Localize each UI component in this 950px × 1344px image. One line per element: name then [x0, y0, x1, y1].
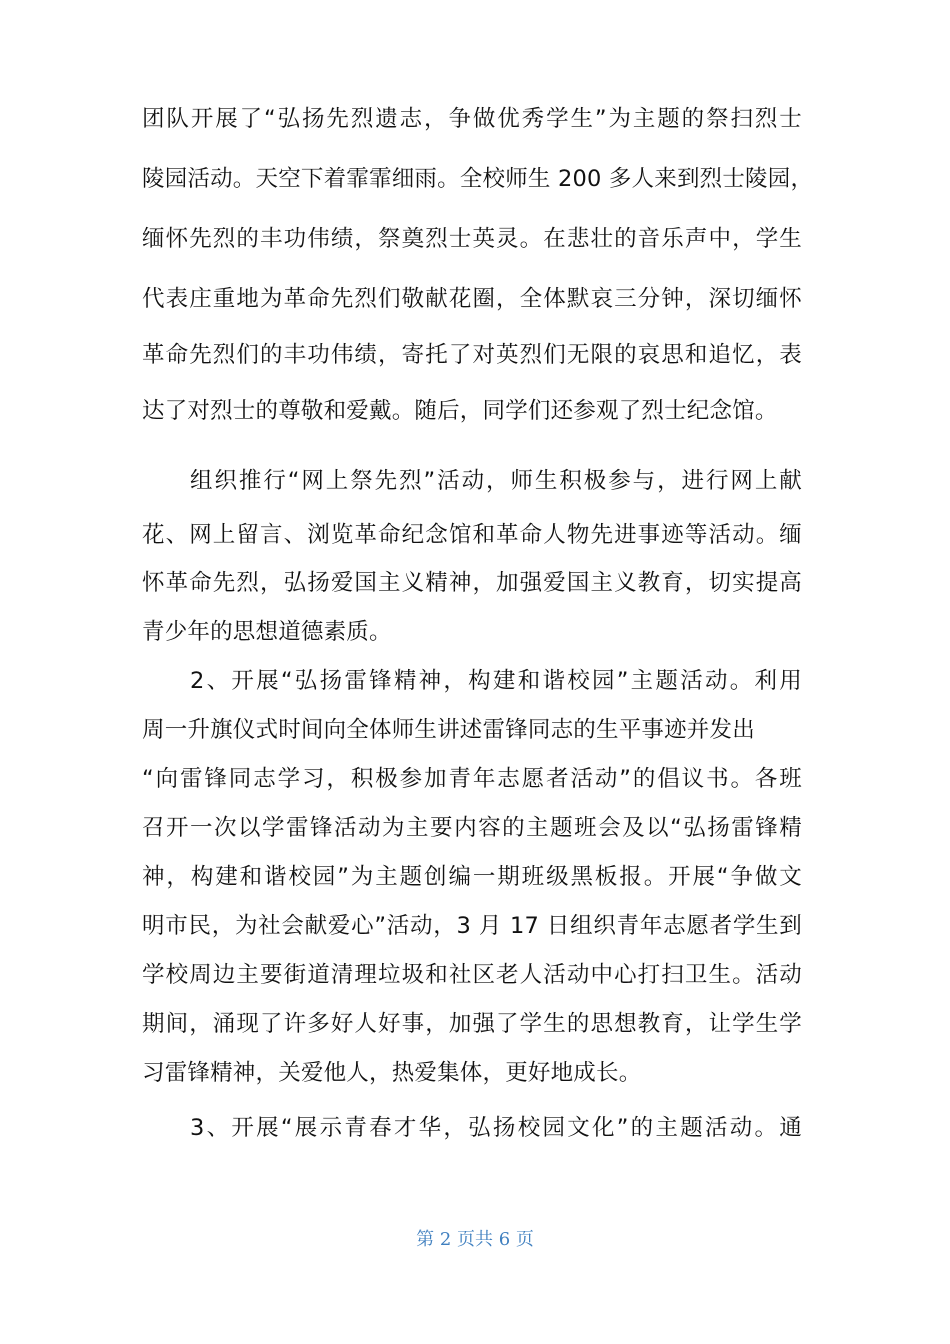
text-line: 习雷锋精神，关爱他人，热爱集体，更好地成长。 — [142, 1060, 642, 1086]
text-line: 召开一次以学雷锋活动为主要内容的主题班会及以“弘扬雷锋精 — [142, 815, 802, 841]
text-line: 缅怀先烈的丰功伟绩，祭奠烈士英灵。在悲壮的音乐声中，学生 — [142, 226, 802, 252]
text-line: 陵园活动。天空下着霏霏细雨。全校师生 200 多人来到烈士陵园， — [142, 166, 814, 192]
text-line: 革命先烈们的丰功伟绩，寄托了对英烈们无限的哀思和追忆，表 — [142, 342, 802, 368]
paragraph-first-line: 3、开展“展示青春才华，弘扬校园文化”的主题活动。通 — [190, 1115, 802, 1141]
text-line: 明市民，为社会献爱心”活动，3 月 17 日组织青年志愿者学生到 — [142, 913, 802, 939]
text-line: 团队开展了“弘扬先烈遗志，争做优秀学生”为主题的祭扫烈士 — [142, 106, 802, 132]
text-line: 怀革命先烈，弘扬爱国主义精神，加强爱国主义教育，切实提高 — [142, 570, 802, 596]
text-line: 周一升旗仪式时间向全体师生讲述雷锋同志的生平事迹并发出 — [142, 717, 755, 743]
text-line: 期间，涌现了许多好人好事，加强了学生的思想教育，让学生学 — [142, 1011, 802, 1037]
paragraph-first-line: 2、开展“弘扬雷锋精神，构建和谐校园”主题活动。利用 — [190, 668, 802, 694]
text-line: 神，构建和谐校园”为主题创编一期班级黑板报。开展“争做文 — [142, 864, 802, 890]
text-line: “向雷锋同志学习，积极参加青年志愿者活动”的倡议书。各班 — [142, 766, 802, 792]
text-line: 学校周边主要街道清理垃圾和社区老人活动中心打扫卫生。活动 — [142, 962, 802, 988]
page-number-footer: 第 2 页共 6 页 — [416, 1229, 534, 1250]
text-line: 达了对烈士的尊敬和爱戴。随后，同学们还参观了烈士纪念馆。 — [142, 398, 778, 424]
text-line: 代表庄重地为革命先烈们敬献花圈，全体默哀三分钟，深切缅怀 — [142, 286, 802, 312]
text-line: 青少年的思想道德素质。 — [142, 619, 392, 645]
text-line: 花、网上留言、浏览革命纪念馆和革命人物先进事迹等活动。缅 — [142, 522, 802, 548]
paragraph-first-line: 组织推行“网上祭先烈”活动，师生积极参与，进行网上献 — [190, 468, 802, 494]
